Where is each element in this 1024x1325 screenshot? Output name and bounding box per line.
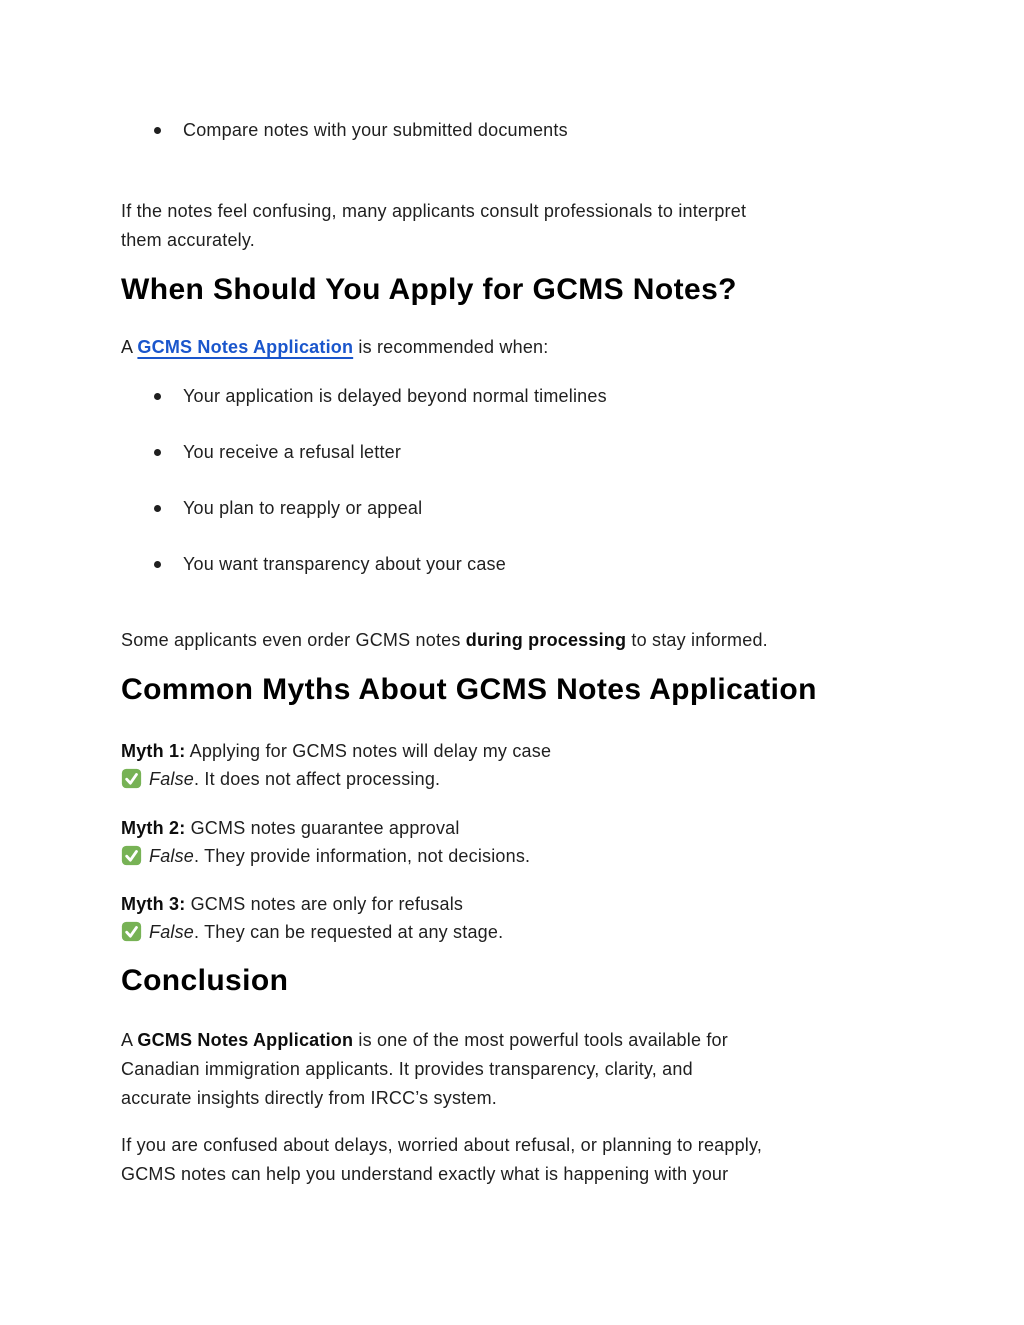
heading-when-apply: When Should You Apply for GCMS Notes? [121,273,737,306]
paragraph-apply-suffix: is recommended when: [353,337,549,357]
check-emoji-icon [121,768,142,789]
paragraph-some-bold: during processing [465,630,627,650]
myth-1-verdict-word: False [149,769,195,789]
list-item [121,382,1001,411]
paragraph-apply-prefix: A [121,337,138,357]
bullet-compare-text: Compare notes with your submitted documents [183,120,568,140]
when-bullet-list [121,382,1001,606]
myth-3-verdict-rest: . They can be requested at any stage. [194,922,504,942]
myth-2-verdict-rest: . They provide information, not decisions. [194,846,531,866]
list-item [121,494,1001,523]
paragraph-conclusion-line3: accurate insights directly from IRCC’s system. [121,1088,497,1108]
list-item [121,550,1001,579]
check-emoji-icon [121,845,142,866]
paragraph-final-line2: GCMS notes can help you understand exactly what is happening with your [121,1164,729,1184]
myth-2-label: Myth 2: [121,818,186,838]
myth-2-claim: GCMS notes guarantee approval [185,818,460,838]
paragraph-conclusion-bold: GCMS Notes Application [137,1030,354,1050]
myth-1-verdict-rest: . It does not affect processing. [194,769,441,789]
paragraph-conclusion-prefix: A [121,1030,138,1050]
paragraph-conclusion-line2: Canadian immigration applicants. It provides transparency, clarity, and [121,1059,693,1079]
paragraph-some-prefix: Some applicants even order GCMS notes [121,630,466,650]
myth-2 [121,814,1001,870]
list-item [121,438,1001,467]
when-bullet-transparency: You want transparency about your case [183,554,506,574]
myth-3-verdict-word: False [149,922,195,942]
paragraph-conclusion-line1-rest: is one of the most powerful tools available for [353,1030,728,1050]
paragraph-confusing-line2: them accurately. [121,230,255,250]
list-item [121,116,1001,145]
intro-bullet-list [121,116,1001,145]
paragraph-conclusion [121,1026,1001,1113]
paragraph-final-line1: If you are confused about delays, worried about refusal, or planning to reapply, [121,1135,763,1155]
paragraph-confusing [121,197,1001,255]
gcms-notes-application-link[interactable]: GCMS Notes Application [137,337,354,357]
paragraph-some [121,626,1001,655]
paragraph-some-suffix: to stay informed. [626,630,768,650]
check-emoji-icon [121,921,142,942]
myth-3-claim: GCMS notes are only for refusals [185,894,464,914]
myth-2-verdict-word: False [149,846,195,866]
myth-1 [121,737,1001,793]
heading-common-myths: Common Myths About GCMS Notes Application [121,673,817,706]
myth-3 [121,890,1001,946]
paragraph-final [121,1131,1001,1189]
paragraph-apply [121,333,1001,362]
myth-1-label: Myth 1: [121,741,186,761]
when-bullet-refusal: You receive a refusal letter [183,442,402,462]
heading-conclusion: Conclusion [121,964,289,997]
when-bullet-reapply: You plan to reapply or appeal [183,498,423,518]
when-bullet-delayed: Your application is delayed beyond normal timelines [183,386,607,406]
myth-3-label: Myth 3: [121,894,186,914]
myth-1-claim: Applying for GCMS notes will delay my case [185,741,552,761]
paragraph-confusing-line1: If the notes feel confusing, many applicants consult professionals to interpret [121,201,747,221]
